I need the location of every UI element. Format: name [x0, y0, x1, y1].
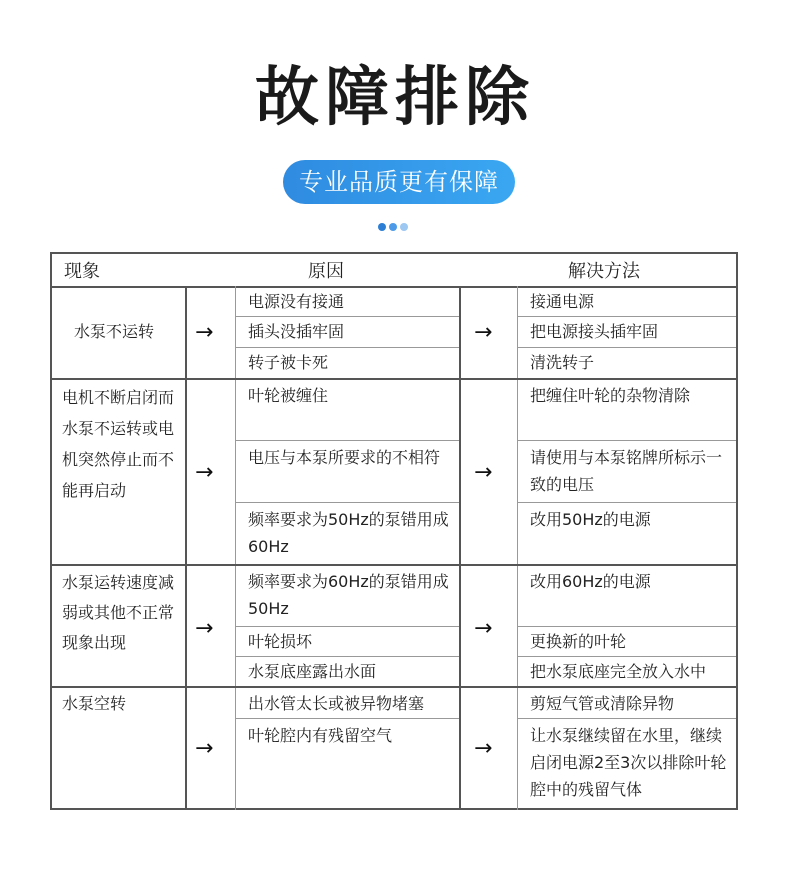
arrow-icon: → [474, 320, 493, 345]
solution-cell: 改用60Hz的电源 [530, 572, 651, 591]
cause-cell: 叶轮腔内有残留空气 [248, 726, 393, 745]
cause-cell: 叶轮损坏 [248, 632, 313, 651]
cause-cell: 电源没有接通 [248, 292, 345, 311]
arrow-icon: → [474, 736, 493, 761]
solution-cell: 把缠住叶轮的杂物清除 [530, 386, 691, 405]
phenomenon-cell: 电机不断启闭而水泵不运转或电机突然停止而不能再启动 [62, 388, 175, 500]
phenomenon-cell: 水泵运转速度减弱或其他不正常现象出现 [62, 573, 175, 652]
solution-cell: 请使用与本泵铭牌所标示一致的电压 [530, 448, 723, 494]
arrow-icon: → [195, 460, 214, 485]
cause-cell: 出水管太长或被异物堵塞 [248, 694, 425, 713]
decorative-dots [378, 216, 411, 224]
arrow-icon: → [195, 736, 214, 761]
cause-cell: 频率要求为50Hz的泵错用成60Hz [248, 510, 449, 556]
troubleshooting-table [50, 252, 738, 810]
cause-cell: 水泵底座露出水面 [248, 662, 377, 681]
cause-cell: 转子被卡死 [248, 353, 329, 372]
dot-icon [400, 223, 408, 231]
phenomenon-cell: 水泵不运转 [74, 322, 155, 341]
quality-badge: 专业品质更有保障 [283, 160, 515, 204]
phenomenon-cell: 水泵空转 [62, 694, 127, 713]
arrow-icon: → [474, 460, 493, 485]
header-phenomenon: 现象 [64, 261, 100, 282]
dot-icon [378, 223, 386, 231]
cause-cell: 频率要求为60Hz的泵错用成50Hz [248, 572, 449, 618]
solution-cell: 把电源接头插牢固 [530, 322, 659, 341]
dot-icon [389, 223, 397, 231]
page-title: 故障排除 [255, 61, 535, 135]
solution-cell: 把水泵底座完全放入水中 [530, 662, 707, 681]
solution-cell: 改用50Hz的电源 [530, 510, 651, 529]
arrow-icon: → [474, 616, 493, 641]
header-solution: 解决方法 [568, 261, 640, 282]
solution-cell: 让水泵继续留在水里，继续启闭电源2至3次以排除叶轮腔中的残留气体 [530, 726, 727, 799]
header-cause: 原因 [308, 261, 344, 282]
cause-cell: 插头没插牢固 [248, 322, 345, 341]
solution-cell: 清洗转子 [530, 353, 595, 372]
solution-cell: 更换新的叶轮 [530, 632, 627, 651]
arrow-icon: → [195, 320, 214, 345]
cause-cell: 叶轮被缠住 [248, 386, 329, 405]
arrow-icon: → [195, 616, 214, 641]
cause-cell: 电压与本泵所要求的不相符 [248, 448, 441, 467]
solution-cell: 剪短气管或清除异物 [530, 694, 675, 713]
solution-cell: 接通电源 [530, 292, 595, 311]
